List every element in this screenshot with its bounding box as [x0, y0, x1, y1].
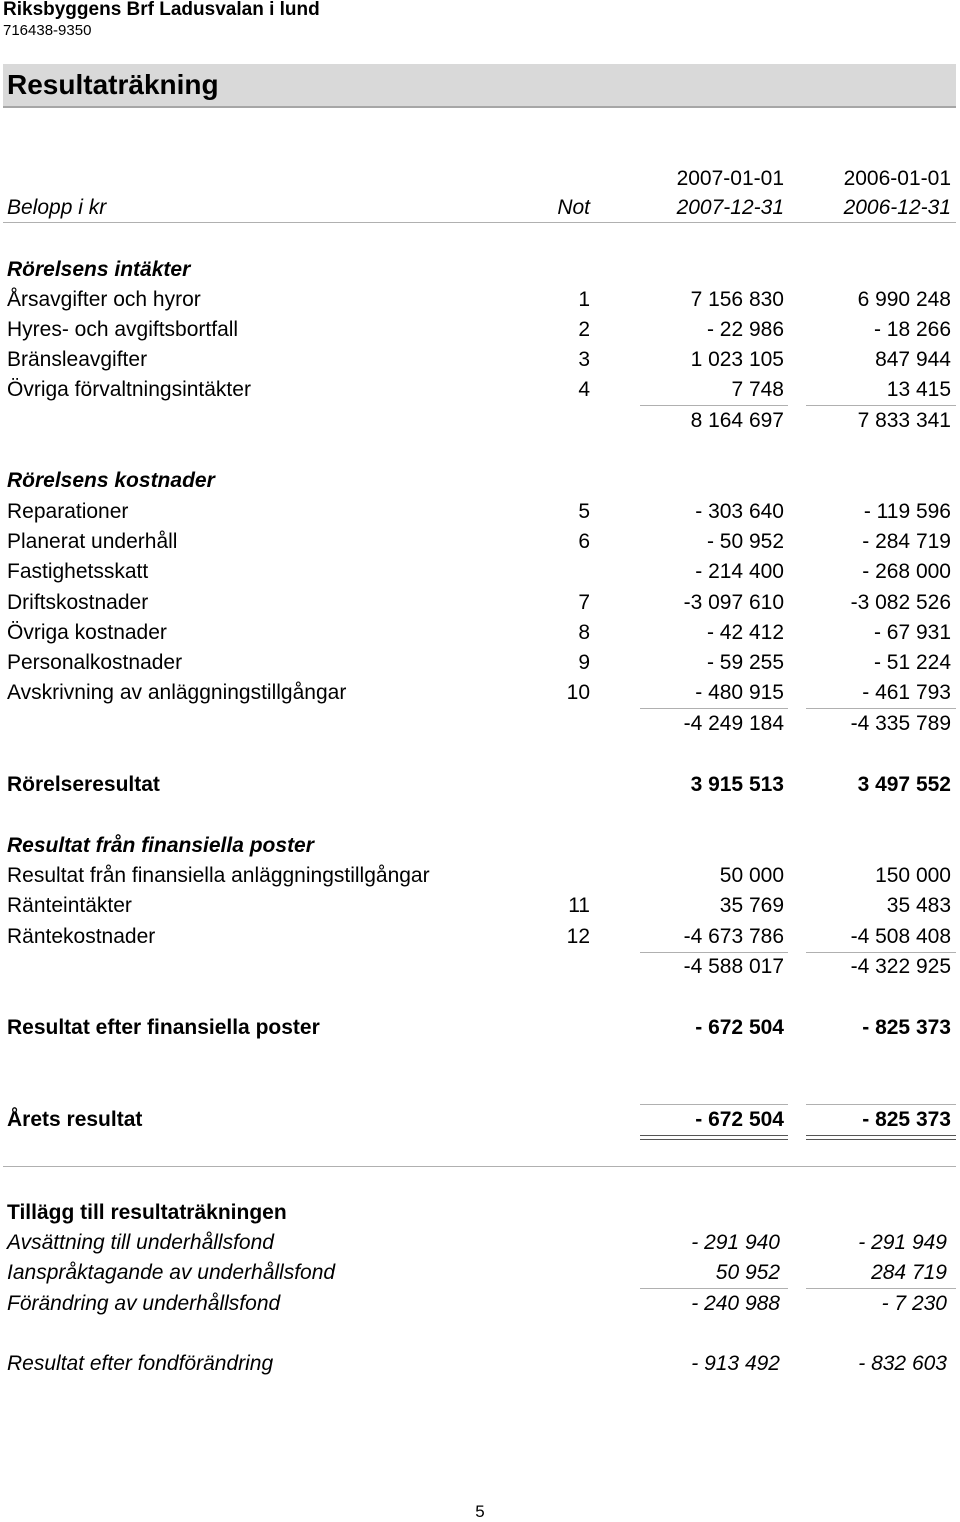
row-note: 12 [566, 925, 590, 948]
row-label: Räntekostnader [7, 925, 156, 948]
row-note: 5 [578, 500, 590, 523]
row-value-2007: - 480 915 [695, 681, 784, 704]
column-header-row [0, 193, 960, 223]
row-note: 9 [578, 651, 590, 674]
row-label: Förändring av underhållsfond [7, 1292, 281, 1315]
section-heading-financial [0, 831, 960, 861]
row-label: Ianspråktagande av underhållsfond [7, 1261, 336, 1284]
row-value-2006: - 825 373 [862, 1108, 951, 1131]
page-title: Resultaträkning [7, 69, 219, 100]
row-value-2007: -3 097 610 [683, 591, 784, 614]
row-value-2007: 7 748 [731, 378, 784, 401]
subtotal-row-financial [0, 952, 960, 982]
row-note: 7 [578, 591, 590, 614]
row-value-2006: 13 415 [886, 378, 951, 401]
row-value-2006: 847 944 [875, 348, 951, 371]
row-value-2006: - 18 266 [873, 318, 951, 341]
row-label: Resultat från finansiella anläggningstillgångar [7, 864, 430, 887]
row-value-2006: - 832 603 [858, 1352, 947, 1375]
table-row [0, 375, 960, 405]
period2-end: 2006-12-31 [843, 196, 951, 219]
section-heading-income [0, 255, 960, 285]
table-row [0, 285, 960, 315]
table-row [0, 527, 960, 557]
row-label: Hyres- och avgiftsbortfall [7, 318, 239, 341]
row-value-2007: 50 952 [715, 1261, 780, 1284]
double-underline [640, 1135, 788, 1136]
subtotal-2006: -4 335 789 [850, 712, 951, 735]
row-value-2007: 1 023 105 [690, 348, 784, 371]
page-number: 5 [475, 1502, 485, 1521]
row-value-2007: 3 915 513 [690, 773, 784, 796]
row-value-2006: 150 000 [875, 864, 951, 887]
row-value-2006: - 291 949 [858, 1231, 947, 1254]
row-note: 8 [578, 621, 590, 644]
appendix-heading [0, 1198, 960, 1228]
period1-end: 2007-12-31 [676, 196, 784, 219]
row-label: Fastighetsskatt [7, 560, 149, 583]
row-label: Årets resultat [7, 1108, 143, 1131]
row-value-2007: - 672 504 [695, 1016, 784, 1039]
row-value-2007: 50 000 [719, 864, 784, 887]
row-label: Rörelseresultat [7, 773, 160, 796]
subtotal-2007: -4 588 017 [683, 955, 784, 978]
organization-number: 716438-9350 [3, 22, 92, 39]
row-label: Resultat efter finansiella poster [7, 1016, 320, 1039]
table-row [0, 678, 960, 708]
row-value-2007: - 22 986 [706, 318, 784, 341]
row-note: 3 [578, 348, 590, 371]
row-value-2006: -3 082 526 [850, 591, 951, 614]
double-underline [806, 1139, 956, 1140]
row-value-2006: - 461 793 [862, 681, 951, 704]
table-row [0, 861, 960, 891]
table-row [0, 345, 960, 375]
row-value-2007: - 59 255 [706, 651, 784, 674]
row-value-2007: - 291 940 [691, 1231, 780, 1254]
row-note: 4 [578, 378, 590, 401]
row-value-2006: - 825 373 [862, 1016, 951, 1039]
row-value-2007: - 303 640 [695, 500, 784, 523]
row-value-2006: - 7 230 [881, 1292, 947, 1315]
section-heading-label: Tillägg till resultaträkningen [7, 1201, 287, 1224]
table-row [0, 891, 960, 921]
table-row [0, 922, 960, 952]
row-label: Ränteintäkter [7, 894, 132, 917]
row-label: Övriga kostnader [7, 621, 167, 644]
section-heading-label: Rörelsens kostnader [7, 469, 215, 492]
row-label: Övriga förvaltningsintäkter [7, 378, 251, 401]
subtotal-2007: 8 164 697 [690, 409, 784, 432]
row-label: Avsättning till underhållsfond [7, 1231, 274, 1254]
row-value-2006: 6 990 248 [857, 288, 951, 311]
operating-result-row [0, 770, 960, 800]
subtotal-2007: -4 249 184 [683, 712, 784, 735]
row-value-2006: - 67 931 [873, 621, 951, 644]
section-heading-label: Rörelsens intäkter [7, 258, 191, 281]
row-value-2006: - 119 596 [863, 500, 951, 523]
subtotal-2006: -4 322 925 [850, 955, 951, 978]
row-value-2007: -4 673 786 [683, 925, 784, 948]
double-underline [640, 1139, 788, 1140]
row-value-2007: - 913 492 [691, 1352, 780, 1375]
row-note: 6 [578, 530, 590, 553]
section-heading-label: Resultat från finansiella poster [7, 834, 314, 857]
column-header-start-row [0, 164, 960, 194]
title-bar [3, 64, 956, 108]
period1-start: 2007-01-01 [676, 167, 784, 190]
table-row [0, 1228, 960, 1258]
header-divider [3, 222, 956, 223]
row-label: Driftskostnader [7, 591, 149, 614]
row-value-2006: 3 497 552 [857, 773, 951, 796]
amount-label: Belopp i kr [7, 196, 107, 219]
row-value-2007: 35 769 [719, 894, 784, 917]
row-label: Avskrivning av anläggningstillgångar [7, 681, 347, 704]
row-value-2006: -4 508 408 [850, 925, 951, 948]
subtotal-2006: 7 833 341 [857, 409, 951, 432]
row-value-2006: - 268 000 [862, 560, 951, 583]
table-row [0, 497, 960, 527]
row-note: 10 [566, 681, 590, 704]
period2-start: 2006-01-01 [843, 167, 951, 190]
row-label: Årsavgifter och hyror [7, 288, 201, 311]
table-row [0, 1289, 960, 1319]
table-row [0, 315, 960, 345]
subtotal-row-costs [0, 709, 960, 739]
row-label: Reparationer [7, 500, 129, 523]
row-note: 11 [568, 894, 590, 917]
row-label: Personalkostnader [7, 651, 183, 674]
row-value-2007: 7 156 830 [690, 288, 784, 311]
row-value-2006: 284 719 [871, 1261, 947, 1284]
row-note: 2 [578, 318, 590, 341]
row-note: 1 [578, 288, 590, 311]
table-row [0, 557, 960, 587]
row-label: Resultat efter fondförändring [7, 1352, 274, 1375]
result-after-fund-row [0, 1349, 960, 1379]
row-value-2006: - 51 224 [873, 651, 951, 674]
row-value-2007: - 672 504 [695, 1108, 784, 1131]
row-value-2007: - 42 412 [706, 621, 784, 644]
section-heading-costs [0, 466, 960, 496]
subtotal-row-income [0, 406, 960, 436]
row-value-2007: - 214 400 [695, 560, 784, 583]
row-value-2007: - 240 988 [691, 1292, 780, 1315]
row-value-2006: 35 483 [886, 894, 951, 917]
table-row [0, 1258, 960, 1288]
row-label: Bränsleavgifter [7, 348, 148, 371]
table-row [0, 648, 960, 678]
row-value-2007: - 50 952 [706, 530, 784, 553]
year-result-row [0, 1105, 960, 1135]
organization-name: Riksbyggens Brf Ladusvalan i lund [3, 0, 320, 20]
row-value-2006: - 284 719 [862, 530, 951, 553]
table-row [0, 588, 960, 618]
row-label: Planerat underhåll [7, 530, 178, 553]
table-row [0, 618, 960, 648]
note-header: Not [557, 196, 590, 219]
double-underline [806, 1135, 956, 1136]
result-after-financial-row [0, 1013, 960, 1043]
section-divider [3, 1166, 956, 1167]
